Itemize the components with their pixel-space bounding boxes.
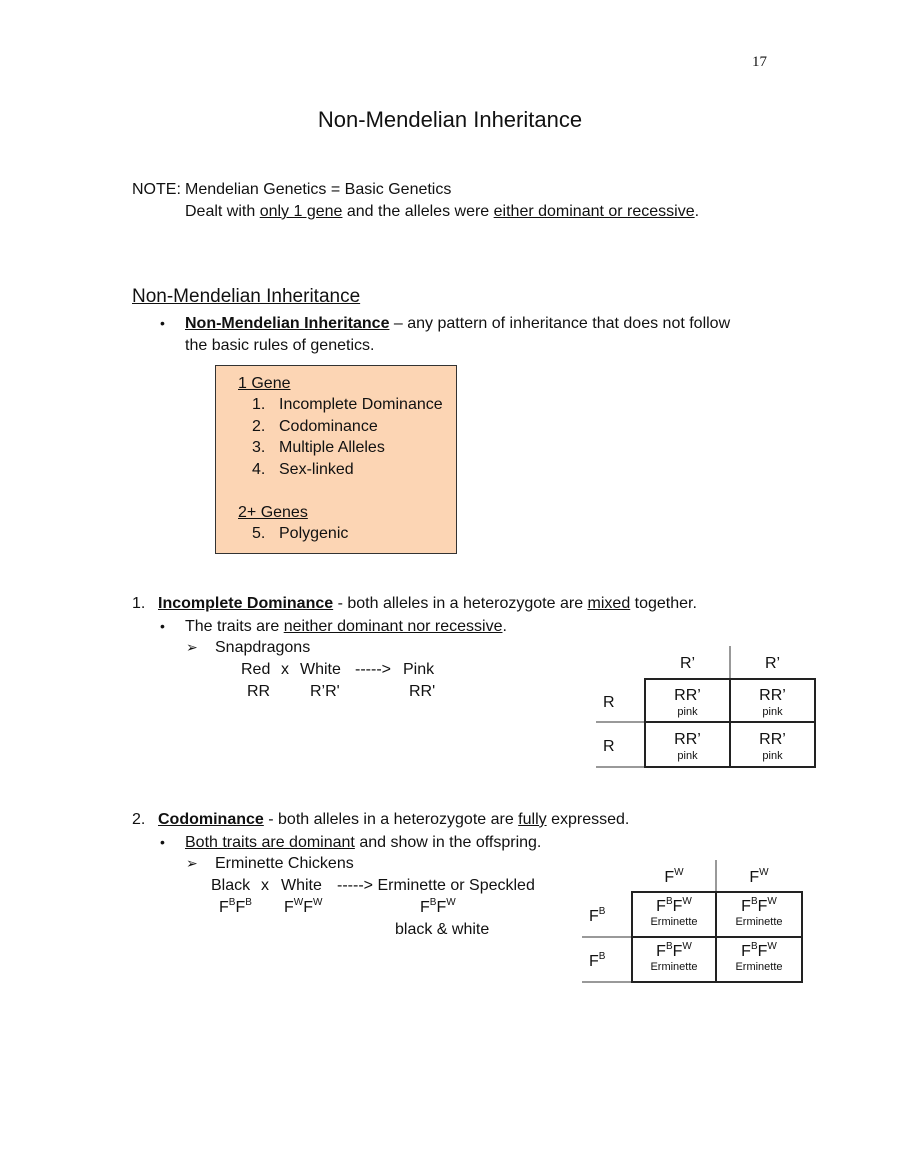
bullet: • <box>160 315 165 331</box>
list-item: Polygenic <box>279 525 349 542</box>
list-item: Multiple Alleles <box>279 439 385 456</box>
cross-parent-2: White <box>281 877 322 894</box>
definition-line-1: Non-Mendelian Inheritance – any pattern of inheritance that does not follow <box>185 315 731 332</box>
punnett-side-allele: R <box>603 738 615 755</box>
punnett-cell-phenotype: Erminette <box>650 916 698 928</box>
codominance-heading: Codominance - both alleles in a heterozygote are fully expressed. <box>158 811 630 828</box>
list-item: Incomplete Dominance <box>279 396 443 413</box>
punnett-top-allele: R’ <box>764 655 781 672</box>
cross-parent-1: Black <box>211 877 251 894</box>
definition-line-2: the basic rules of genetics. <box>185 337 375 354</box>
punnett-side-allele: $F^B$ <box>589 905 606 925</box>
punnett-cell-genotype: RR’ <box>759 731 786 748</box>
punnett-top-allele: R’ <box>679 655 696 672</box>
genotype-2: R’R' <box>310 683 340 700</box>
list-item-num: 3. <box>252 439 266 456</box>
list-item-num: 5. <box>252 525 266 542</box>
genotype-1: RR <box>247 683 271 700</box>
result-description: black & white <box>395 921 490 938</box>
group-1-gene: 1 Gene <box>238 375 291 392</box>
page-title: Non-Mendelian Inheritance <box>317 107 583 132</box>
group-2-genes: 2+ Genes <box>238 504 308 521</box>
arrow-bullet-icon: ➢ <box>186 855 198 871</box>
genotype-1: $F^BF^B$ <box>219 896 252 916</box>
punnett-side-allele: R <box>603 694 615 711</box>
punnett-cell-phenotype: Erminette <box>735 916 783 928</box>
punnett-cell-phenotype: pink <box>677 750 698 762</box>
punnett-cell-phenotype: pink <box>677 706 698 718</box>
note-line-1: Mendelian Genetics = Basic Genetics <box>185 181 452 198</box>
punnett-cell-genotype: $F^BF^W$ <box>656 895 692 915</box>
codominance-bullet: Both traits are dominant and show in the offspring. <box>185 834 542 851</box>
example-name: Erminette Chickens <box>215 855 354 872</box>
list-item: Sex-linked <box>279 461 354 478</box>
punnett-top-allele: $F^W$ <box>664 866 684 886</box>
punnett-cell-genotype: $F^BF^W$ <box>741 895 777 915</box>
cross-x: x <box>261 877 269 894</box>
incomplete-heading: Incomplete Dominance - both alleles in a heterozygote are mixed together. <box>158 595 697 612</box>
cross-arrow: -----> <box>355 661 391 678</box>
punnett-cell-genotype: $F^BF^W$ <box>656 940 692 960</box>
punnett-cell-phenotype: pink <box>762 750 783 762</box>
punnett-cell-genotype: RR’ <box>759 687 786 704</box>
page-number: 17 <box>752 54 767 70</box>
list-item-num: 2. <box>252 418 266 435</box>
punnett-cell-genotype: RR’ <box>674 687 701 704</box>
cross-arrow-result: -----> Erminette or Speckled <box>337 877 535 894</box>
bullet: • <box>160 834 165 850</box>
genotype-2: $F^WF^W$ <box>284 896 323 916</box>
item-number: 1. <box>132 595 146 612</box>
punnett-side-allele: $F^B$ <box>589 950 606 970</box>
punnett-cell-genotype: RR’ <box>674 731 701 748</box>
list-item-num: 1. <box>252 396 266 413</box>
punnett-top-allele: $F^W$ <box>749 866 769 886</box>
cross-result: Pink <box>403 661 435 678</box>
genotype-3: RR' <box>409 683 436 700</box>
punnett-cell-genotype: $F^BF^W$ <box>741 940 777 960</box>
arrow-bullet-icon: ➢ <box>186 639 198 655</box>
note-label: NOTE: <box>132 181 181 198</box>
genotype-3: $F^BF^W$ <box>420 896 456 916</box>
list-item-num: 4. <box>252 461 266 478</box>
section-heading: Non-Mendelian Inheritance <box>132 286 361 307</box>
punnett-cell-phenotype: Erminette <box>735 961 783 973</box>
cross-parent-1: Red <box>241 661 271 678</box>
list-item: Codominance <box>279 418 378 435</box>
bullet: • <box>160 618 165 634</box>
punnett-cell-phenotype: Erminette <box>650 961 698 973</box>
item-number: 2. <box>132 811 146 828</box>
cross-parent-2: White <box>300 661 341 678</box>
cross-x: x <box>281 661 289 678</box>
example-name: Snapdragons <box>215 639 311 656</box>
incomplete-bullet: The traits are neither dominant nor recessive. <box>185 618 507 635</box>
punnett-cell-phenotype: pink <box>762 706 783 718</box>
note-line-2: Dealt with only 1 gene and the alleles were either dominant or recessive. <box>185 203 700 220</box>
